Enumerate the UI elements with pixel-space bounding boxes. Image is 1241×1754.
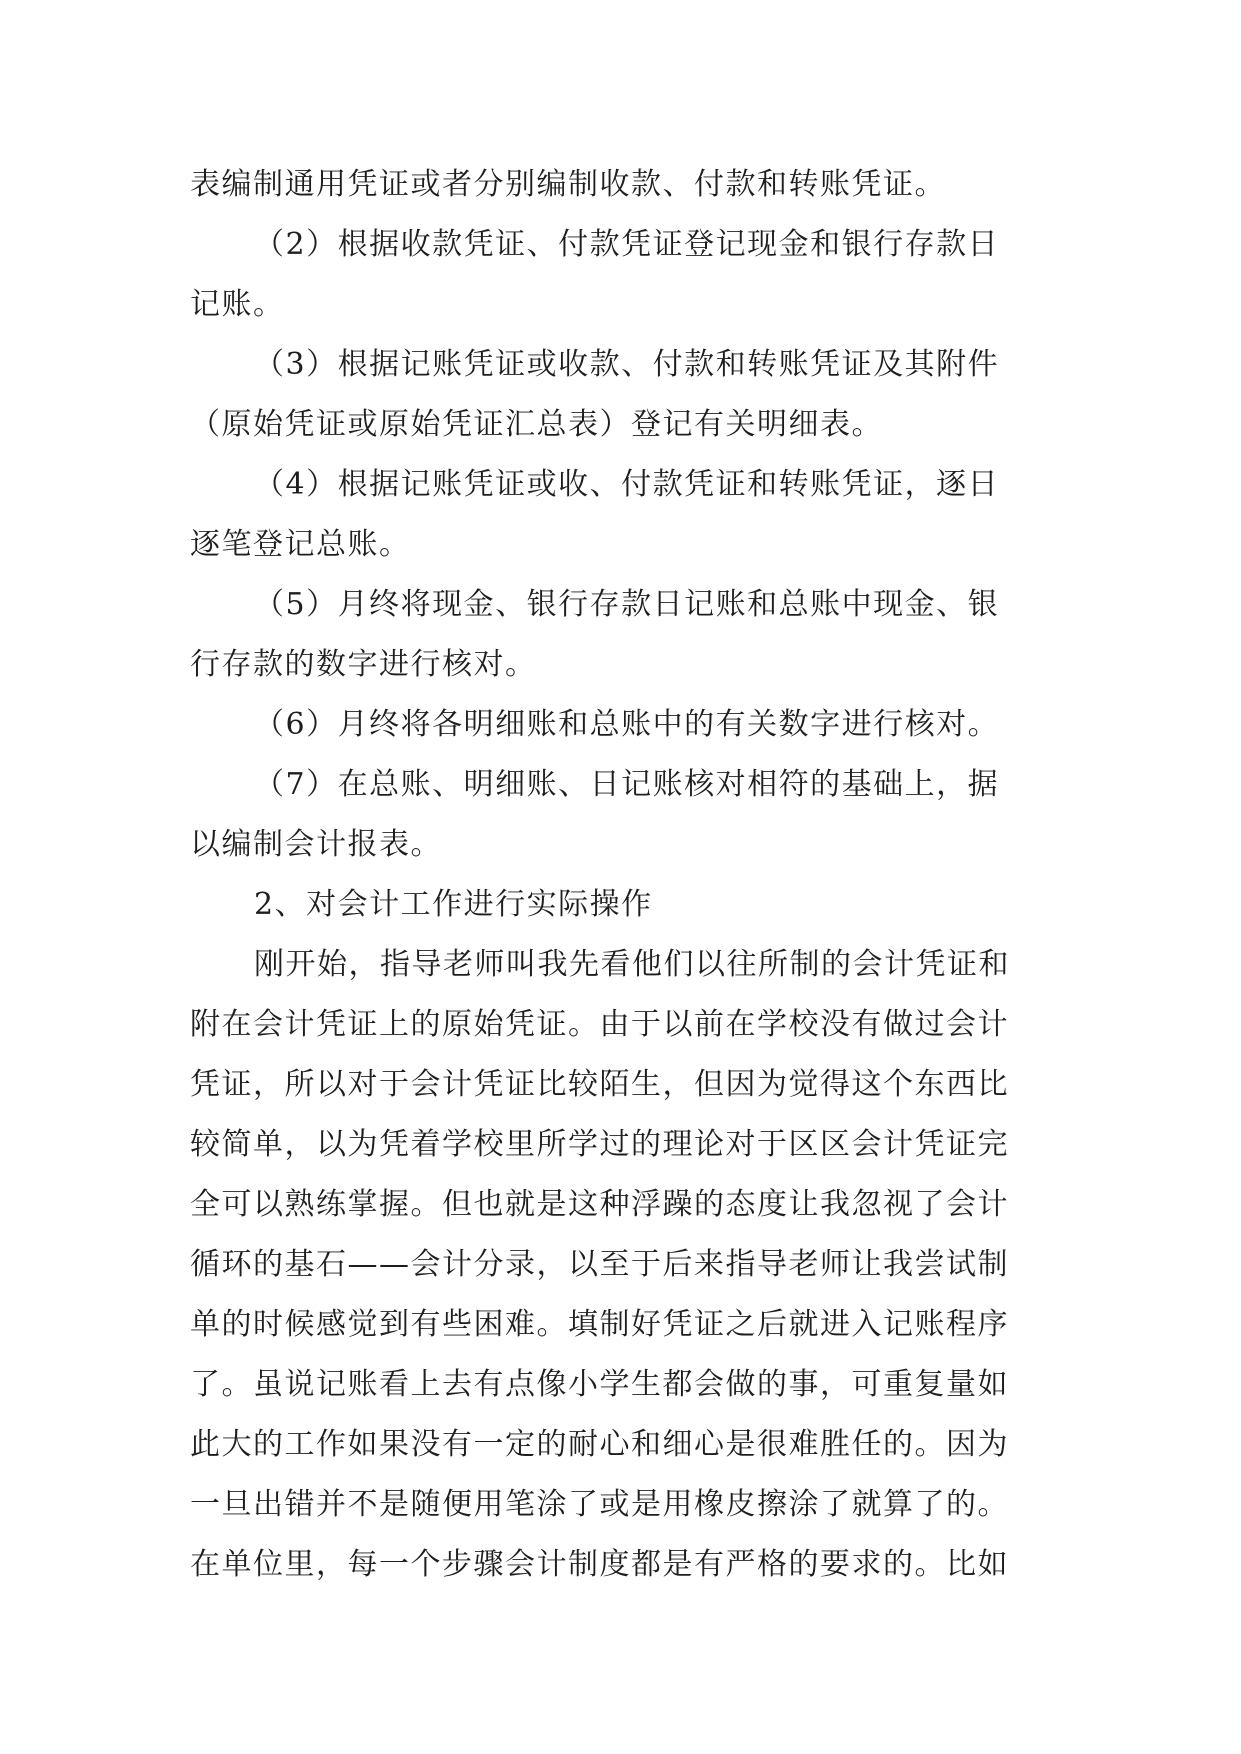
text-line: 行存款的数字进行核对。 [190,647,537,682]
text-line: （5）月终将现金、银行存款日记账和总账中现金、银 [254,587,1000,622]
text-line: 单的时候感觉到有些困难。填制好凭证之后就进入记账程序 [190,1307,1009,1342]
text-line: （原始凭证或原始凭证汇总表）登记有关明细表。 [190,407,883,442]
text-line: 一旦出错并不是随便用笔涂了或是用橡皮擦涂了就算了的。 [190,1487,1009,1522]
text-line: 记账。 [190,287,285,322]
document-body [190,155,1070,1595]
text-line: 刚开始，指导老师叫我先看他们以往所制的会计凭证和 [254,947,1010,982]
text-line: 凭证，所以对于会计凭证比较陌生，但因为觉得这个东西比 [190,1067,1009,1102]
text-line: 循环的基石——会计分录，以至于后来指导老师让我尝试制 [190,1247,1009,1282]
text-line: （6）月终将各明细账和总账中的有关数字进行核对。 [254,707,1000,742]
text-line: （3）根据记账凭证或收款、付款和转账凭证及其附件 [254,347,1000,382]
text-line: 此大的工作如果没有一定的耐心和细心是很难胜任的。因为 [190,1427,1009,1462]
section-heading: 2、对会计工作进行实际操作 [254,887,653,922]
text-line: 表编制通用凭证或者分别编制收款、付款和转账凭证。 [190,167,946,202]
text-line: 较简单，以为凭着学校里所学过的理论对于区区会计凭证完 [190,1127,1009,1162]
text-line: （2）根据收款凭证、付款凭证登记现金和银行存款日 [254,227,1000,262]
text-line: 了。虽说记账看上去有点像小学生都会做的事，可重复量如 [190,1367,1009,1402]
text-line: （4）根据记账凭证或收、付款凭证和转账凭证，逐日 [254,467,1000,502]
text-line: 附在会计凭证上的原始凭证。由于以前在学校没有做过会计 [190,1007,1009,1042]
text-line: （7）在总账、明细账、日记账核对相符的基础上，据 [254,767,1000,802]
text-line: 以编制会计报表。 [190,827,442,862]
text-line: 在单位里，每一个步骤会计制度都是有严格的要求的。比如 [190,1547,1009,1582]
text-line: 全可以熟练掌握。但也就是这种浮躁的态度让我忽视了会计 [190,1187,1009,1222]
text-line: 逐笔登记总账。 [190,527,411,562]
